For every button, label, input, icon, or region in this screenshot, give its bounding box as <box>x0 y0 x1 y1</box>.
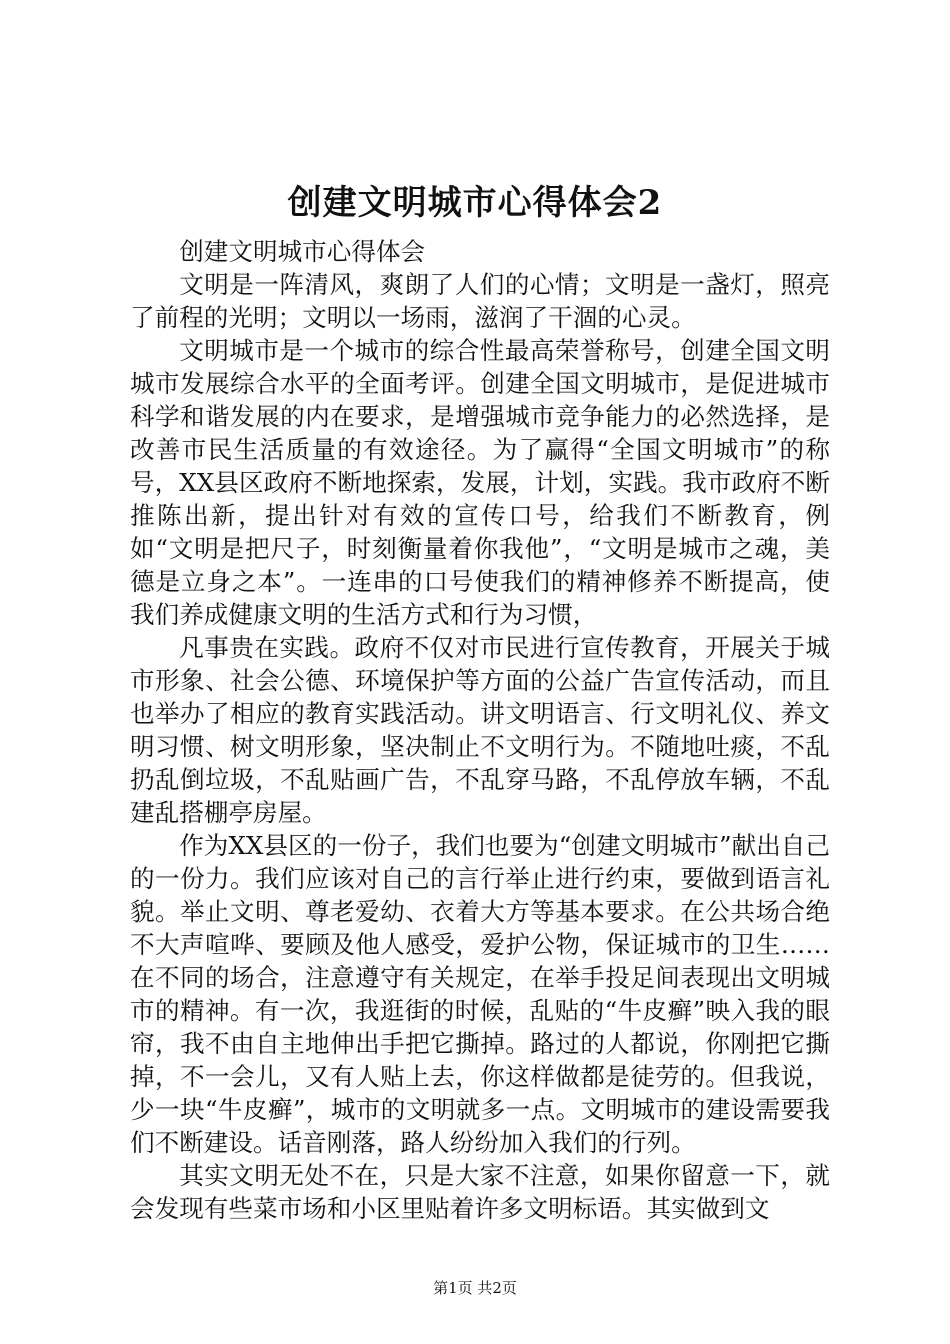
paragraph: 凡事贵在实践。政府不仅对市民进行宣传教育，开展关于城市形象、社会公德、环境保护等方面的公益广告宣传活动，而且也举办了相应的教育实践活动。讲文明语言、行文明礼仪、养文明习惯、树文明形象，坚决制止不文明行为。不随地吐痰，不乱扔乱倒垃圾，不乱贴画广告，不乱穿马路，不乱停放车辆，不乱建乱搭棚亭房屋。 <box>130 633 830 827</box>
paragraph: 作为XX县区的一份子，我们也要为“创建文明城市”献出自己的一份力。我们应该对自己的言行举止进行约束，要做到语言礼貌。举止文明、尊老爱幼、衣着大方等基本要求。在公共场合绝不大声喧哗、要顾及他人感受，爱护公物，保证城市的卫生……在不同的场合，注意遵守有关规定，在举手投足间表现出文明城市的精神。有一次，我逛街的时候，乱贴的“牛皮癣”映入我的眼帘，我不由自主地伸出手把它撕掉。路过的人都说，你刚把它撕掉，不一会儿，又有人贴上去，你这样做都是徒劳的。但我说，少一块“牛皮癣”，城市的文明就多一点。文明城市的建设需要我们不断建设。话音刚落，路人纷纷加入我们的行列。 <box>130 831 830 1157</box>
document-body <box>130 235 830 1225</box>
paragraph: 其实文明无处不在，只是大家不注意，如果你留意一下，就会发现有些菜市场和小区里贴着许多文明标语。其实做到文 <box>130 1161 830 1223</box>
document-title: 创建文明城市心得体会2 <box>287 183 663 223</box>
paragraph-subtitle: 创建文明城市心得体会 <box>179 237 426 266</box>
paragraph: 文明是一阵清风，爽朗了人们的心情；文明是一盏灯，照亮了前程的光明；文明以一场雨，滋润了干涸的心灵。 <box>130 270 830 332</box>
paragraph: 文明城市是一个城市的综合性最高荣誉称号，创建全国文明城市发展综合水平的全面考评。创建全国文明城市，是促进城市科学和谐发展的内在要求，是增强城市竞争能力的必然选择，是改善市民生活质量的有效途径。为了赢得“全国文明城市”的称号，XX县区政府不断地探索，发展，计划，实践。我市政府不断推陈出新，提出针对有效的宣传口号，给我们不断教育，例如“文明是把尺子，时刻衡量着你我他”，“文明是城市之魂，美德是立身之本”。一连串的口号使我们的精神修养不断提高，使我们养成健康文明的生活方式和行为习惯， <box>130 336 830 629</box>
page-footer: 第1页 共2页 <box>433 1279 517 1297</box>
